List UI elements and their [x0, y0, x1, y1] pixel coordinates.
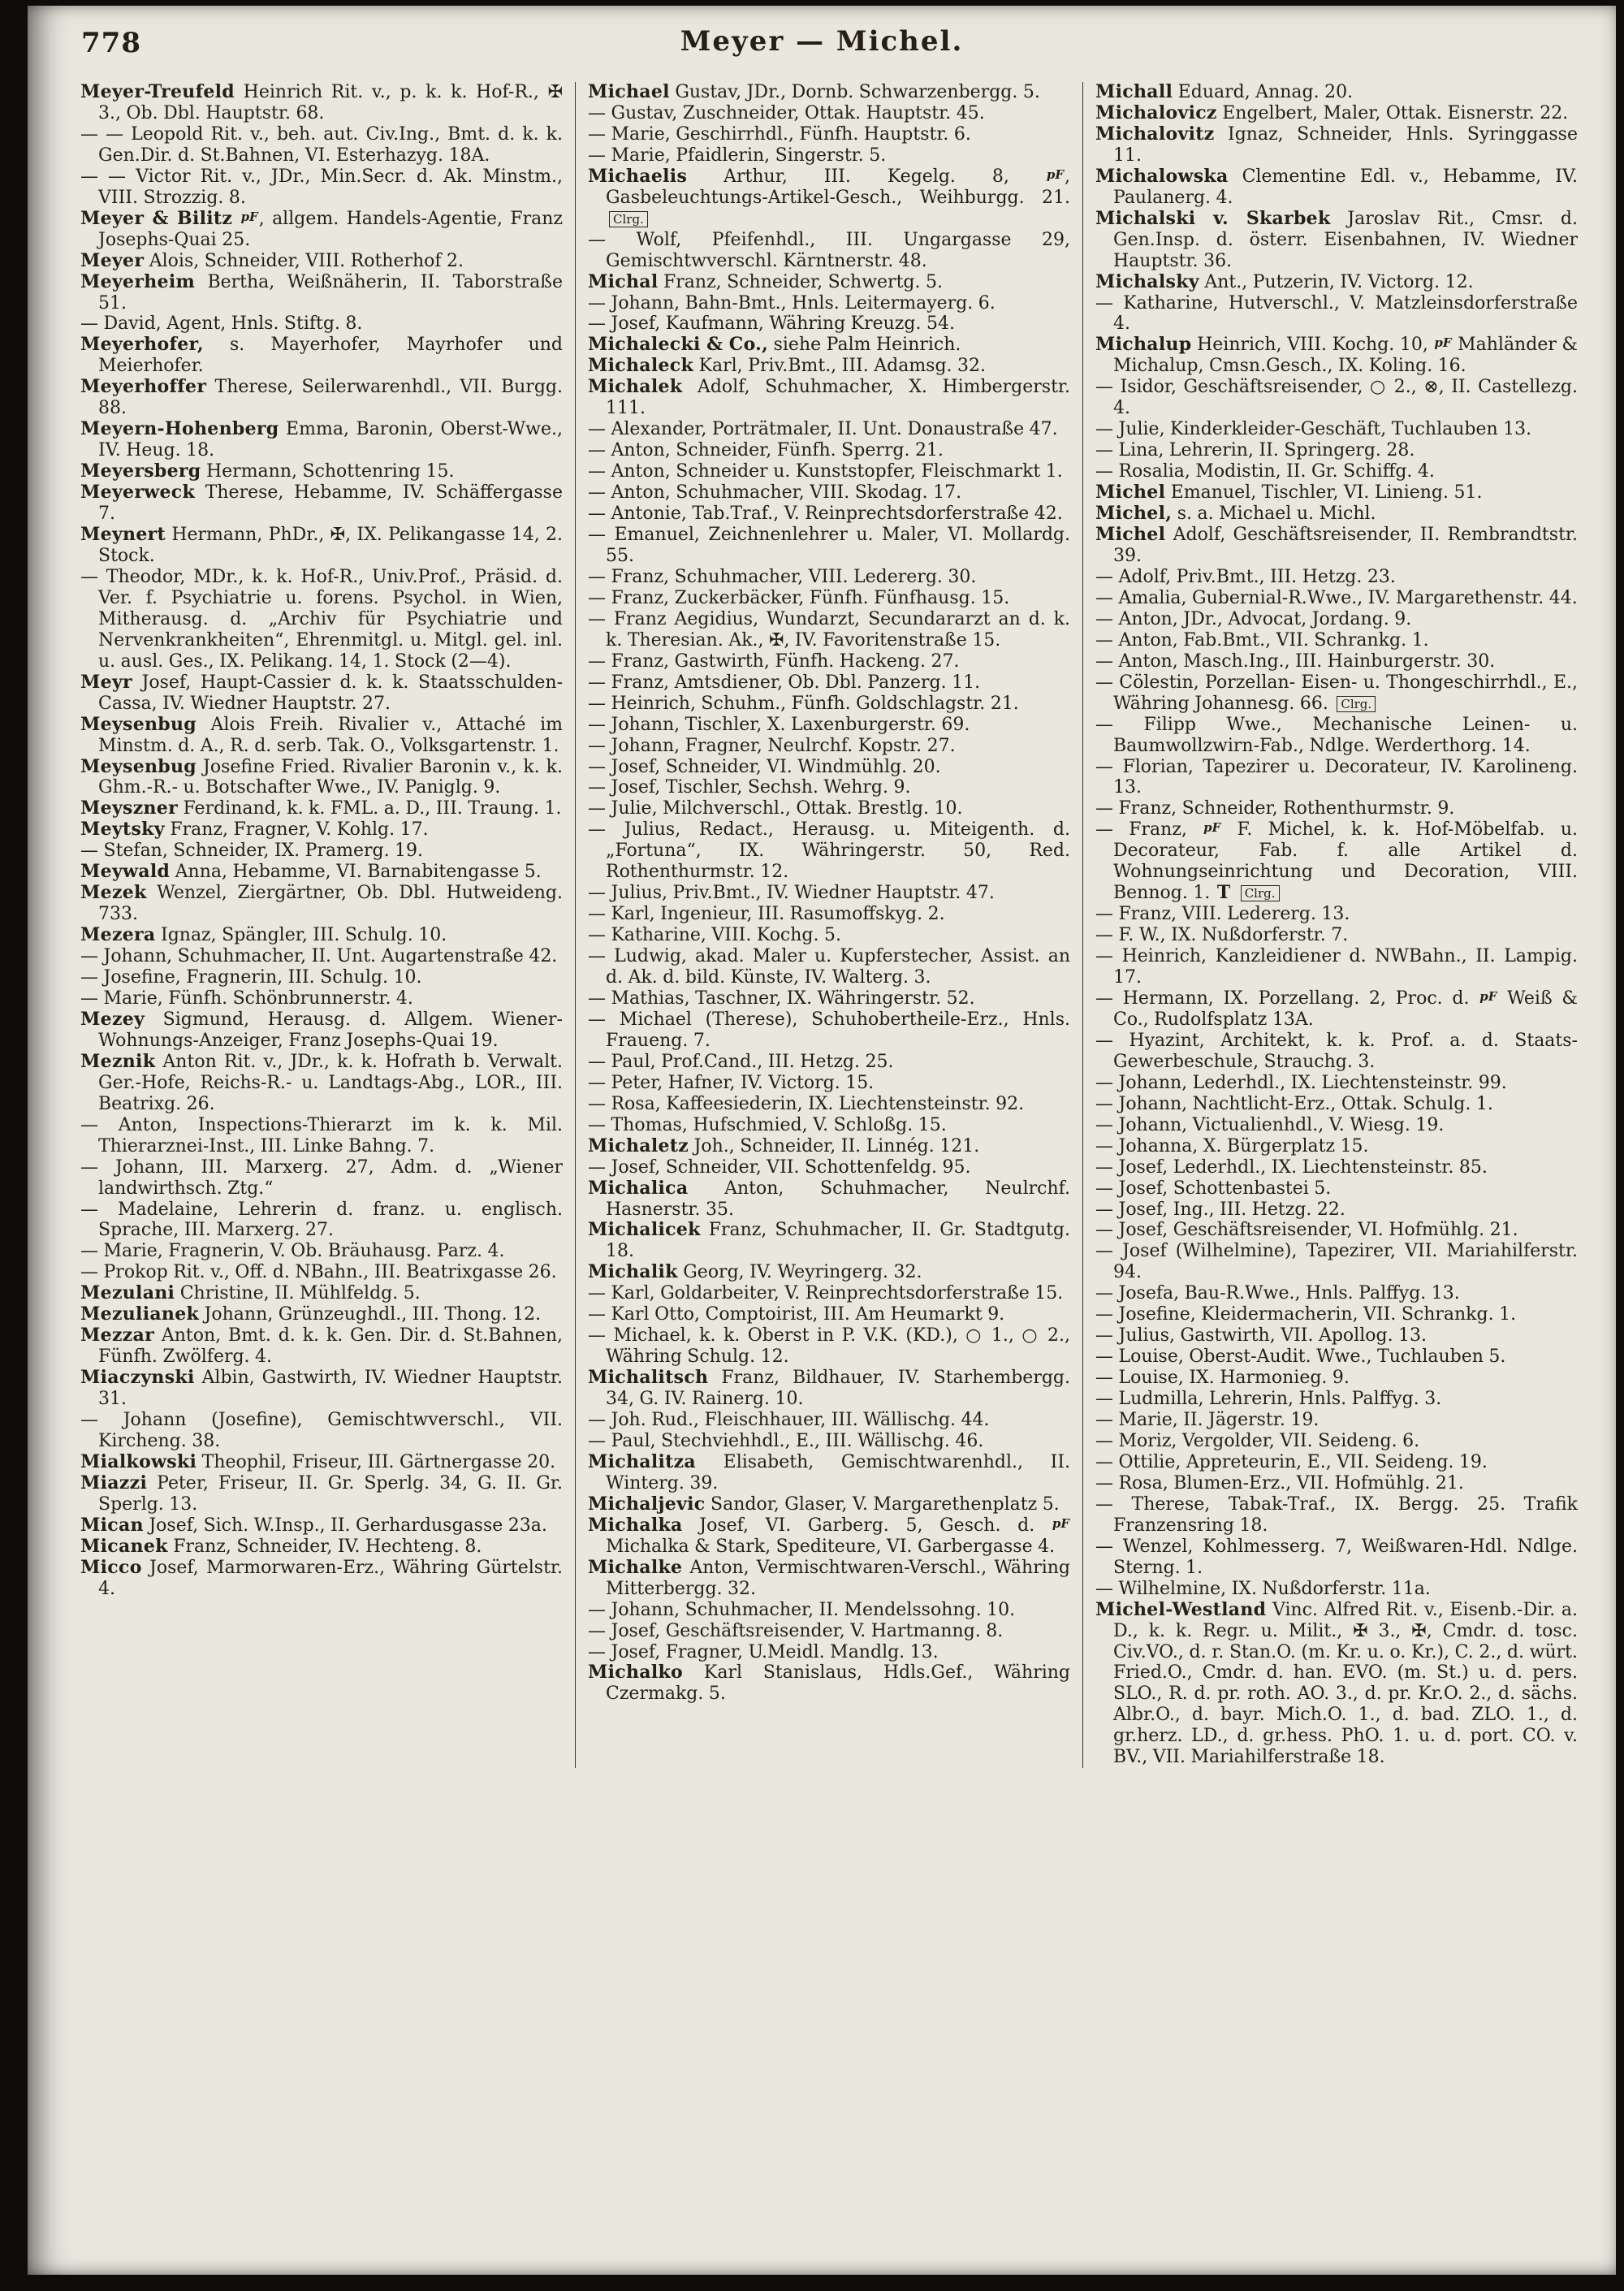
directory-entry: — Franz, Amtsdiener, Ob. Dbl. Panzerg. 11. — [588, 672, 981, 693]
directory-entry: — Johann, III. Marxerg. 27, Adm. d. „Wiener landwirthsch. Ztg.“ — [80, 1156, 563, 1199]
directory-entry: — Ludmilla, Lehrerin, Hnls. Palffyg. 3. — [1095, 1389, 1442, 1410]
directory-entry: — Marie, Fünfh. Schönbrunnerstr. 4. — [80, 988, 413, 1009]
directory-entry: — Stefan, Schneider, IX. Pramerg. 19. — [80, 841, 424, 862]
directory-entry: Micco Josef, Marmorwaren-Erz., Währing Gürtelstr. 4. — [80, 1556, 563, 1599]
directory-entry: — Anton, Fab.Bmt., VII. Schrankg. 1. — [1095, 629, 1429, 651]
directory-entry: — Anton, JDr., Advocat, Jordang. 9. — [1095, 608, 1412, 629]
directory-entry: — Josef, Ing., III. Hetzg. 22. — [1095, 1199, 1345, 1220]
entry-headword: Mezulani — [80, 1282, 175, 1304]
directory-entry: — Wolf, Pfeifenhdl., III. Ungargasse 29, Gemischtwverschl. Kärntnerstr. 48. — [588, 229, 1070, 271]
directory-entry: Michalitsch Franz, Bildhauer, IV. Starhembergg. 34, G. IV. Rainerg. 10. — [588, 1367, 1070, 1410]
directory-entry: — Paul, Prof.Cand., III. Hetzg. 25. — [588, 1051, 894, 1072]
directory-entry: — Paul, Stechviehhdl., E., III. Wällischg. 46. — [588, 1431, 984, 1451]
directory-entry: — Johann, Schuhmacher, II. Unt. Augartenstraße 42. — [80, 946, 558, 967]
firm-mark-icon: pF — [240, 209, 258, 224]
directory-entry: — Alexander, Porträtmaler, II. Unt. Donaustraße 47. — [588, 419, 1058, 440]
directory-entry: — Heinrich, Schuhm., Fünfh. Goldschlagstr. 21. — [588, 693, 1019, 714]
directory-entry: Meyerhofer, s. Mayerhofer, Mayrhofer und Meierhofer. — [80, 334, 564, 377]
directory-entry: — Johann, Bahn-Bmt., Hnls. Leitermayerg. 6. — [588, 292, 996, 313]
directory-entry: Michel, s. a. Michael u. Michl. — [1095, 503, 1376, 525]
directory-entry: — Josef, Lederhdl., IX. Liechtensteinstr. 85. — [1095, 1156, 1488, 1178]
entry-headword: Michalowska — [1095, 165, 1229, 187]
directory-entry: — Katharine, VIII. Kochg. 5. — [588, 925, 841, 946]
directory-entry: Michalicek Franz, Schuhmacher, II. Gr. Stadtgutg. 18. — [588, 1219, 1070, 1262]
firm-mark-icon: pF — [1479, 988, 1497, 1004]
directory-page — [28, 6, 1616, 2275]
directory-entry: Michalovitz Ignaz, Schneider, Hnls. Syringgasse 11. — [1095, 123, 1578, 166]
telephone-mark: T — [1216, 882, 1231, 904]
directory-entry: Meyer & Bilitz pF, allgem. Handels-Agentie, Franz Josephs-Quai 25. — [80, 207, 563, 250]
directory-entry: — Josef, Geschäftsreisender, V. Hartmanng. 8. — [588, 1620, 1004, 1641]
directory-entry: Miaczynski Albin, Gastwirth, IV. Wiedner Hauptstr. 31. — [80, 1367, 563, 1410]
directory-entry: — Josef, Schottenbastei 5. — [1095, 1178, 1332, 1199]
directory-entry: — Isidor, Geschäftsreisender, ○ 2., ⊗, II. Castellezg. 4. — [1095, 377, 1578, 419]
directory-entry: Michalka Josef, VI. Garberg. 5, Gesch. d. pF Michalka & Stark, Spediteure, VI. Garbergasse 4. — [588, 1514, 1069, 1557]
entry-headword: Michal — [588, 270, 659, 292]
directory-entry: — Joh. Rud., Fleischhauer, III. Wällischg. 44. — [588, 1410, 990, 1431]
clearing-box: Clrg. — [1241, 885, 1280, 901]
directory-entry: — Anton, Schneider u. Kunststopfer, Fleischmarkt 1. — [588, 461, 1063, 482]
directory-entry: — Johann, Nachtlicht-Erz., Ottak. Schulg. 1. — [1095, 1093, 1493, 1114]
directory-entry: Michal Franz, Schneider, Schwertg. 5. — [588, 270, 943, 292]
directory-entry: — Rosa, Blumen-Erz., VII. Hofmühlg. 21. — [1095, 1472, 1464, 1493]
directory-entry: — Antonie, Tab.Traf., V. Reinprechtsdorferstraße 42. — [588, 504, 1063, 525]
directory-entry: — Anton, Masch.Ing., III. Hainburgerstr. 30. — [1095, 651, 1496, 672]
entry-headword: Micanek — [80, 1535, 168, 1557]
entry-headword: Mican — [80, 1514, 144, 1536]
entry-headword: Michaletz — [588, 1135, 689, 1156]
entry-headword: Michel-Westland — [1095, 1598, 1267, 1620]
directory-entry: Michalski v. Skarbek Jaroslav Rit., Cmsr. d. Gen.Insp. d. österr. Eisenbahnen, IV. Wiedner Hauptstr. 36. — [1095, 207, 1578, 271]
directory-entry: — Johann, Lederhdl., IX. Liechtensteinstr. 99. — [1095, 1072, 1507, 1093]
directory-entry: — Julie, Milchverschl., Ottak. Brestlg. 10. — [588, 798, 963, 819]
directory-entry: Michalovicz Engelbert, Maler, Ottak. Eisnerstr. 22. — [1095, 102, 1569, 123]
entry-headword: Meyer & Bilitz — [80, 207, 233, 229]
firm-mark-icon: pF — [1052, 1515, 1069, 1531]
directory-entry: — Moriz, Vergolder, VII. Seideng. 6. — [1095, 1431, 1420, 1451]
directory-entry: — Franz, Zuckerbäcker, Fünfh. Fünfhausg. 15. — [588, 587, 1010, 608]
entry-headword: Meznik — [80, 1050, 156, 1072]
entry-headword: Michalecki & Co., — [588, 334, 769, 356]
directory-entry: — Karl, Goldarbeiter, V. Reinprechtsdorferstraße 15. — [588, 1283, 1064, 1304]
entry-headword: Michalko — [588, 1662, 684, 1684]
directory-entry: — Josef (Wilhelmine), Tapezirer, VII. Mariahilferstr. 94. — [1095, 1241, 1578, 1283]
directory-entry: — Josef, Tischler, Sechsh. Wehrg. 9. — [588, 777, 911, 798]
directory-entry: — Thomas, Hufschmied, V. Schloßg. 15. — [588, 1114, 947, 1135]
directory-entry: — Anton, Schneider, Fünfh. Sperrg. 21. — [588, 440, 944, 461]
directory-entry: Meznik Anton Rit. v., JDr., k. k. Hofrath b. Verwalt. Ger.-Hofe, Reichs-R.- u. Landtags-Abg., LOR., III. Beatrixg. 26. — [80, 1050, 563, 1114]
directory-entry: — Franz, pF F. Michel, k. k. Hof-Möbelfab. u. Decorateur, Fab. f. alle Artikel d. Wohnungseinrichtung und Decoration, VIII. Bennog. 1. T Clrg. — [1095, 819, 1579, 904]
entry-headword: Michalovitz — [1095, 123, 1215, 145]
entry-headword: Meysenbug — [80, 713, 197, 735]
directory-entry: — Wenzel, Kohlmesserg. 7, Weißwaren-Hdl. Ndlge. Sterng. 1. — [1095, 1536, 1578, 1578]
column-2 — [575, 82, 1082, 1768]
directory-entry: — Johann, Fragner, Neulrchf. Kopstr. 27. — [588, 735, 956, 756]
directory-entry: Meyerhoffer Therese, Seilerwarenhdl., VII. Burgg. 88. — [80, 376, 563, 419]
entry-headword: Mezey — [80, 1008, 145, 1030]
directory-entry: Mican Josef, Sich. W.Insp., II. Gerhardusgasse 23a. — [80, 1514, 547, 1536]
entry-headword: Meyszner — [80, 798, 178, 819]
page-header — [76, 25, 1567, 76]
directory-entry: Michaletz Joh., Schneider, II. Linnég. 121. — [588, 1135, 980, 1156]
entry-headword: Michalski v. Skarbek — [1095, 207, 1331, 229]
entry-headword: Michel, — [1095, 503, 1173, 525]
directory-entry: Meyer-Treufeld Heinrich Rit. v., p. k. k. Hof-R., ✠ 3., Ob. Dbl. Hauptstr. 68. — [80, 81, 564, 123]
entry-headword: Meyerheim — [80, 270, 196, 292]
entry-headword: Mezzar — [80, 1325, 154, 1347]
directory-entry: Meytsky Franz, Fragner, V. Kohlg. 17. — [80, 819, 429, 841]
entry-headword: Michalicek — [588, 1219, 701, 1241]
directory-entry: — Marie, Geschirrhdl., Fünfh. Hauptstr. 6. — [588, 123, 971, 145]
columns-container — [68, 82, 1590, 1768]
directory-entry: Michaljevic Sandor, Glaser, V. Margarethenplatz 5. — [588, 1493, 1060, 1515]
directory-entry: Meynert Hermann, PhDr., ✠, IX. Pelikangasse 14, 2. Stock. — [80, 524, 563, 566]
directory-entry: — Josef, Schneider, VII. Schottenfeldg. 95. — [588, 1156, 971, 1178]
directory-entry: Meyr Josef, Haupt-Cassier d. k. k. Staatsschulden-Cassa, IV. Wiedner Hauptstr. 27. — [80, 671, 563, 714]
directory-entry: — Franz, Schneider, Rothenthurmstr. 9. — [1095, 798, 1455, 819]
directory-entry: — Mathias, Taschner, IX. Währingerstr. 52. — [588, 988, 975, 1009]
directory-entry: — Theodor, MDr., k. k. Hof-R., Univ.Prof., Präsid. d. Ver. f. Psychiatrie u. forens. Psychol. in Wien, Mitherausg. d. „Archiv für Psychiatrie und Nervenkrankheiten“, Ehrenmitgl. u. Mitgl. gel. inl. u. ausl. Ges., IX. Pelikang. 14, 1. Stock (2—4). — [80, 566, 563, 672]
entry-headword: Michalik — [588, 1261, 678, 1283]
directory-entry: — Florian, Tapezirer u. Decorateur, IV. Karolineng. 13. — [1095, 756, 1578, 798]
directory-entry: Michalko Karl Stanislaus, Hdls.Gef., Währing Czermakg. 5. — [588, 1662, 1070, 1705]
directory-entry: — Katharine, Hutverschl., V. Matzleinsdorferstraße 4. — [1095, 292, 1578, 335]
directory-entry: — Wilhelmine, IX. Nußdorferstr. 11a. — [1095, 1578, 1431, 1599]
directory-entry: — David, Agent, Hnls. Stiftg. 8. — [80, 313, 363, 335]
directory-entry: — Johann, Victualienhdl., V. Wiesg. 19. — [1095, 1114, 1445, 1135]
entry-headword: Meytsky — [80, 819, 165, 841]
directory-entry: — Emanuel, Zeichnenlehrer u. Maler, VI. Mollardg. 55. — [588, 525, 1070, 566]
entry-headword: Michalitsch — [588, 1367, 709, 1389]
firm-mark-icon: pF — [1046, 166, 1064, 182]
directory-entry: Meyer Alois, Schneider, VIII. Rotherhof 2. — [80, 249, 464, 271]
directory-entry: — Lina, Lehrerin, II. Springerg. 28. — [1095, 440, 1415, 461]
directory-entry: — — Leopold Rit. v., beh. aut. Civ.Ing., Bmt. d. k. k. Gen.Dir. d. St.Bahnen, VI. Esterhazyg. 18A. — [80, 123, 563, 166]
directory-entry: — Josefine, Kleidermacherin, VII. Schrankg. 1. — [1095, 1304, 1517, 1325]
directory-entry: — Prokop Rit. v., Off. d. NBahn., III. Beatrixgasse 26. — [80, 1262, 557, 1283]
directory-entry: — Peter, Hafner, IV. Victorg. 15. — [588, 1072, 875, 1093]
entry-headword: Miaczynski — [80, 1367, 195, 1389]
directory-entry: — Anton, Schuhmacher, VIII. Skodag. 17. — [588, 482, 962, 504]
entry-headword: Michalup — [1095, 334, 1192, 356]
directory-entry: Michaleck Karl, Priv.Bmt., III. Adamsg. 32. — [588, 355, 987, 377]
entry-headword: Meyerhofer, — [80, 334, 204, 356]
directory-entry: Michaelis Arthur, III. Kegelg. 8, pF, Gasbeleuchtungs-Artikel-Gesch., Weihburgg. 21. Clrg. — [588, 165, 1070, 227]
directory-entry: — Heinrich, Kanzleidiener d. NWBahn., II. Lampig. 17. — [1095, 946, 1578, 988]
directory-entry: Michel Adolf, Geschäftsreisender, II. Rembrandtstr. 39. — [1095, 524, 1578, 566]
directory-entry: Michalecki & Co., siehe Palm Heinrich. — [588, 334, 961, 356]
directory-entry: Michalke Anton, Vermischtwaren-Verschl., Währing Mitterbergg. 32. — [588, 1556, 1070, 1599]
directory-entry: — Julius, Gastwirth, VII. Apollog. 13. — [1095, 1325, 1427, 1347]
directory-entry: — F. W., IX. Nußdorferstr. 7. — [1095, 925, 1349, 946]
directory-entry: — Ottilie, Appreteurin, E., VII. Seideng. 19. — [1095, 1451, 1488, 1472]
entry-headword: Michalovicz — [1095, 102, 1217, 123]
directory-entry: — Franz, VIII. Ledererg. 13. — [1095, 904, 1350, 925]
directory-entry: Michalik Georg, IV. Weyringerg. 32. — [588, 1261, 922, 1283]
entry-headword: Mezek — [80, 882, 147, 904]
directory-entry: Mezulani Christine, II. Mühlfeldg. 5. — [80, 1282, 421, 1304]
directory-entry: Meywald Anna, Hebamme, VI. Barnabitengasse 5. — [80, 861, 542, 883]
firm-mark-icon: pF — [1434, 335, 1452, 351]
entry-headword: Micco — [80, 1556, 142, 1578]
directory-entry: Michael Gustav, JDr., Dornb. Schwarzenbergg. 5. — [588, 81, 1040, 102]
entry-headword: Michaljevic — [588, 1493, 706, 1515]
directory-entry: Mezulianek Johann, Grünzeughdl., III. Thong. 12. — [80, 1303, 542, 1325]
directory-entry: Michalica Anton, Schuhmacher, Neulrchf. Hasnerstr. 35. — [588, 1177, 1070, 1220]
entry-headword: Michel — [1095, 482, 1166, 504]
column-3 — [1082, 82, 1590, 1768]
directory-entry: — Cölestin, Porzellan- Eisen- u. Thongeschirrhdl., E., Währing Johannesg. 66. Clrg. — [1095, 672, 1578, 714]
directory-entry: — Ludwig, akad. Maler u. Kupferstecher, Assist. an d. Ak. d. bild. Künste, IV. Walterg. 3. — [588, 946, 1070, 988]
entry-headword: Meyr — [80, 671, 132, 693]
entry-headword: Michaelis — [588, 165, 688, 187]
directory-entry: Meyerheim Bertha, Weißnäherin, II. Taborstraße 51. — [80, 270, 564, 313]
running-head: Meyer — Michel. — [680, 25, 964, 58]
directory-entry: Michalek Adolf, Schuhmacher, X. Himbergerstr. 111. — [588, 376, 1070, 419]
directory-entry: — Josef, Fragner, U.Meidl. Mandlg. 13. — [588, 1641, 939, 1662]
directory-entry: — Rosalia, Modistin, II. Gr. Schiffg. 4. — [1095, 461, 1435, 482]
entry-headword: Meyersberg — [80, 460, 201, 482]
directory-entry: Meysenbug Josefine Fried. Rivalier Baronin v., k. k. Ghm.-R.- u. Botschafter Wwe., IV. Paniglg. 9. — [80, 755, 564, 798]
entry-headword: Michalke — [588, 1556, 683, 1578]
entry-headword: Meynert — [80, 524, 166, 546]
entry-headword: Michael — [588, 81, 670, 102]
page-number: 778 — [81, 27, 141, 59]
clearing-box: Clrg. — [1337, 696, 1376, 712]
directory-entry: — Amalia, Gubernial-R.Wwe., IV. Margarethenstr. 44. — [1095, 587, 1578, 608]
clearing-box: Clrg. — [609, 211, 648, 227]
directory-entry: — Franz, Schuhmacher, VIII. Ledererg. 30. — [588, 566, 977, 587]
directory-entry: — Johann (Josefine), Gemischtwverschl., VII. Kircheng. 38. — [80, 1410, 563, 1451]
entry-headword: Meyerweck — [80, 482, 195, 504]
directory-entry: Michalup Heinrich, VIII. Kochg. 10, pF Mahländer & Michalup, Cmsn.Gesch., IX. Koling. 16. — [1095, 334, 1578, 377]
entry-headword: Meyer — [80, 249, 145, 271]
directory-entry: Mialkowski Theophil, Friseur, III. Gärtnergasse 20. — [80, 1450, 556, 1472]
entry-headword: Meyern-Hohenberg — [80, 418, 279, 440]
entry-headword: Michaleck — [588, 355, 694, 377]
directory-entry: — Madelaine, Lehrerin d. franz. u. englisch. Sprache, III. Marxerg. 27. — [80, 1199, 563, 1241]
firm-mark-icon: pF — [1203, 820, 1221, 836]
directory-entry: — Julie, Kinderkleider-Geschäft, Tuchlauben 13. — [1095, 419, 1532, 440]
directory-entry: — Johanna, X. Bürgerplatz 15. — [1095, 1135, 1369, 1156]
entry-headword: Mezera — [80, 924, 156, 946]
entry-headword: Michalek — [588, 376, 683, 398]
directory-entry: — Josefa, Bau-R.Wwe., Hnls. Palffyg. 13. — [1095, 1283, 1460, 1304]
directory-entry: Miazzi Peter, Friseur, II. Gr. Sperlg. 34, G. II. Gr. Sperlg. 13. — [80, 1472, 563, 1515]
directory-entry: — Karl Otto, Comptoirist, III. Am Heumarkt 9. — [588, 1304, 1005, 1325]
entry-headword: Miazzi — [80, 1472, 148, 1493]
directory-entry: Mezek Wenzel, Ziergärtner, Ob. Dbl. Hutweideng. 733. — [80, 882, 564, 925]
entry-headword: Meyer-Treufeld — [80, 81, 235, 102]
directory-entry: — Therese, Tabak-Traf., IX. Bergg. 25. Trafik Franzensring 18. — [1095, 1493, 1578, 1536]
entry-headword: Michall — [1095, 81, 1173, 102]
directory-entry: — Filipp Wwe., Mechanische Leinen- u. Baumwollzwirn-Fab., Ndlge. Werderthorg. 14. — [1095, 714, 1578, 756]
directory-entry: Meyern-Hohenberg Emma, Baronin, Oberst-Wwe., IV. Heug. 18. — [80, 418, 563, 461]
directory-entry: — Franz, Gastwirth, Fünfh. Hackeng. 27. — [588, 651, 960, 672]
entry-headword: Michalka — [588, 1514, 683, 1536]
entry-headword: Meysenbug — [80, 755, 197, 777]
directory-entry: Meyszner Ferdinand, k. k. FML. a. D., III. Traung. 1. — [80, 798, 562, 819]
directory-entry: Michall Eduard, Annag. 20. — [1095, 81, 1354, 102]
directory-entry: Michalitza Elisabeth, Gemischtwarenhdl., II. Winterg. 39. — [588, 1450, 1070, 1493]
directory-entry: Meysenbug Alois Freih. Rivalier v., Attaché im Minstm. d. A., R. d. serb. Tak. O., Volksgartenstr. 1. — [80, 713, 563, 756]
directory-entry: — Adolf, Priv.Bmt., III. Hetzg. 23. — [1095, 566, 1396, 587]
directory-entry: Mezey Sigmund, Herausg. d. Allgem. Wiener-Wohnungs-Anzeiger, Franz Josephs-Quai 19. — [80, 1008, 563, 1051]
directory-entry: — Anton, Inspections-Thierarzt im k. k. Mil. Thierarznei-Inst., III. Linke Bahng. 7. — [80, 1114, 563, 1156]
directory-entry: — Johann, Schuhmacher, II. Mendelssohng. 10. — [588, 1599, 1016, 1620]
directory-entry: — Josefine, Fragnerin, III. Schulg. 10. — [80, 967, 422, 988]
directory-entry: — Hyazint, Architekt, k. k. Prof. a. d. Staats-Gewerbeschule, Strauchg. 3. — [1095, 1030, 1578, 1072]
directory-entry: Mezzar Anton, Bmt. d. k. k. Gen. Dir. d. St.Bahnen, Fünfh. Zwölferg. 4. — [80, 1325, 563, 1368]
directory-entry: — — Victor Rit. v., JDr., Min.Secr. d. Ak. Minstm., VIII. Strozzig. 8. — [80, 166, 563, 208]
entry-headword: Mialkowski — [80, 1450, 197, 1472]
entry-headword: Meywald — [80, 861, 171, 883]
directory-entry: — Hermann, IX. Porzellang. 2, Proc. d. pF Weiß & Co., Rudolfsplatz 13A. — [1095, 988, 1578, 1030]
directory-entry: — Michael, k. k. Oberst in P. V.K. (KD.), ○ 1., ○ 2., Währing Schulg. 12. — [588, 1325, 1070, 1368]
column-1 — [68, 82, 575, 1768]
entry-headword: Michalsky — [1095, 270, 1199, 292]
directory-entry: Michel-Westland Vinc. Alfred Rit. v., Eisenb.-Dir. a. D., k. k. Regr. u. Milit., ✠ 3., ✠, Cmdr. d. tosc. Civ.VO., d. r. Stan.O. (m. Kr. u. o. Kr.), C. 2., d. würt. Fried.O., Cmdr. d. han. EVO. (m. St.) u. d. pers. SLO., R. d. pr. roth. AO. 3., d. pr. Kr.O. 2., d. sächs. Albr.O., d. bayr. Mich.O. 1., d. bad. ZLO. 1., d. gr.herz. LD., d. gr.hess. PhO. 1. u. d. port. CO. v. BV., VII. Mariahilferstraße 18. — [1095, 1598, 1578, 1768]
directory-entry: — Josef, Kaufmann, Währing Kreuzg. 54. — [588, 313, 955, 335]
directory-entry: Michalsky Ant., Putzerin, IV. Victorg. 12. — [1095, 270, 1474, 292]
directory-entry: Meyersberg Hermann, Schottenring 15. — [80, 460, 455, 482]
directory-entry: — Julius, Priv.Bmt., IV. Wiedner Hauptstr. 47. — [588, 883, 995, 904]
directory-entry: — Marie, Fragnerin, V. Ob. Bräuhausg. Parz. 4. — [80, 1241, 505, 1262]
directory-entry: — Josef, Schneider, VI. Windmühlg. 20. — [588, 756, 941, 777]
directory-entry: — Louise, IX. Harmonieg. 9. — [1095, 1368, 1350, 1389]
directory-entry: — Karl, Ingenieur, III. Rasumoffskyg. 2. — [588, 904, 945, 925]
directory-entry: — Josef, Geschäftsreisender, VI. Hofmühlg. 21. — [1095, 1220, 1518, 1241]
directory-entry: Mezera Ignaz, Spängler, III. Schulg. 10. — [80, 924, 447, 946]
entry-headword: Michalica — [588, 1177, 689, 1199]
directory-entry: Michel Emanuel, Tischler, VI. Linieng. 51. — [1095, 482, 1483, 504]
entry-headword: Michalitza — [588, 1450, 696, 1472]
entry-headword: Michel — [1095, 524, 1166, 546]
directory-entry: — Johann, Tischler, X. Laxenburgerstr. 69. — [588, 714, 970, 735]
directory-entry: Micanek Franz, Schneider, IV. Hechteng. 8. — [80, 1535, 482, 1557]
directory-entry: — Franz Aegidius, Wundarzt, Secundararzt an d. k. k. Theresian. Ak., ✠, IV. Favoritenstraße 15. — [588, 608, 1070, 651]
directory-entry: — Michael (Therese), Schuhobertheile-Erz., Hnls. Fraueng. 7. — [588, 1009, 1070, 1051]
directory-entry: — Julius, Redact., Herausg. u. Miteigenth. d. „Fortuna“, IX. Währingerstr. 50, Red. Rothenthurmstr. 12. — [588, 819, 1070, 883]
directory-entry: — Louise, Oberst-Audit. Wwe., Tuchlauben 5. — [1095, 1347, 1506, 1368]
directory-entry: — Marie, II. Jägerstr. 19. — [1095, 1410, 1320, 1431]
entry-headword: Meyerhoffer — [80, 376, 207, 398]
directory-entry: Meyerweck Therese, Hebamme, IV. Schäffergasse 7. — [80, 482, 563, 525]
entry-headword: Mezulianek — [80, 1303, 200, 1325]
directory-entry: — Marie, Pfaidlerin, Singerstr. 5. — [588, 145, 887, 166]
directory-entry: Michalowska Clementine Edl. v., Hebamme, IV. Paulanerg. 4. — [1095, 165, 1578, 208]
directory-entry: — Rosa, Kaffeesiederin, IX. Liechtensteinstr. 92. — [588, 1093, 1025, 1114]
directory-entry: — Gustav, Zuschneider, Ottak. Hauptstr. 45. — [588, 102, 985, 123]
